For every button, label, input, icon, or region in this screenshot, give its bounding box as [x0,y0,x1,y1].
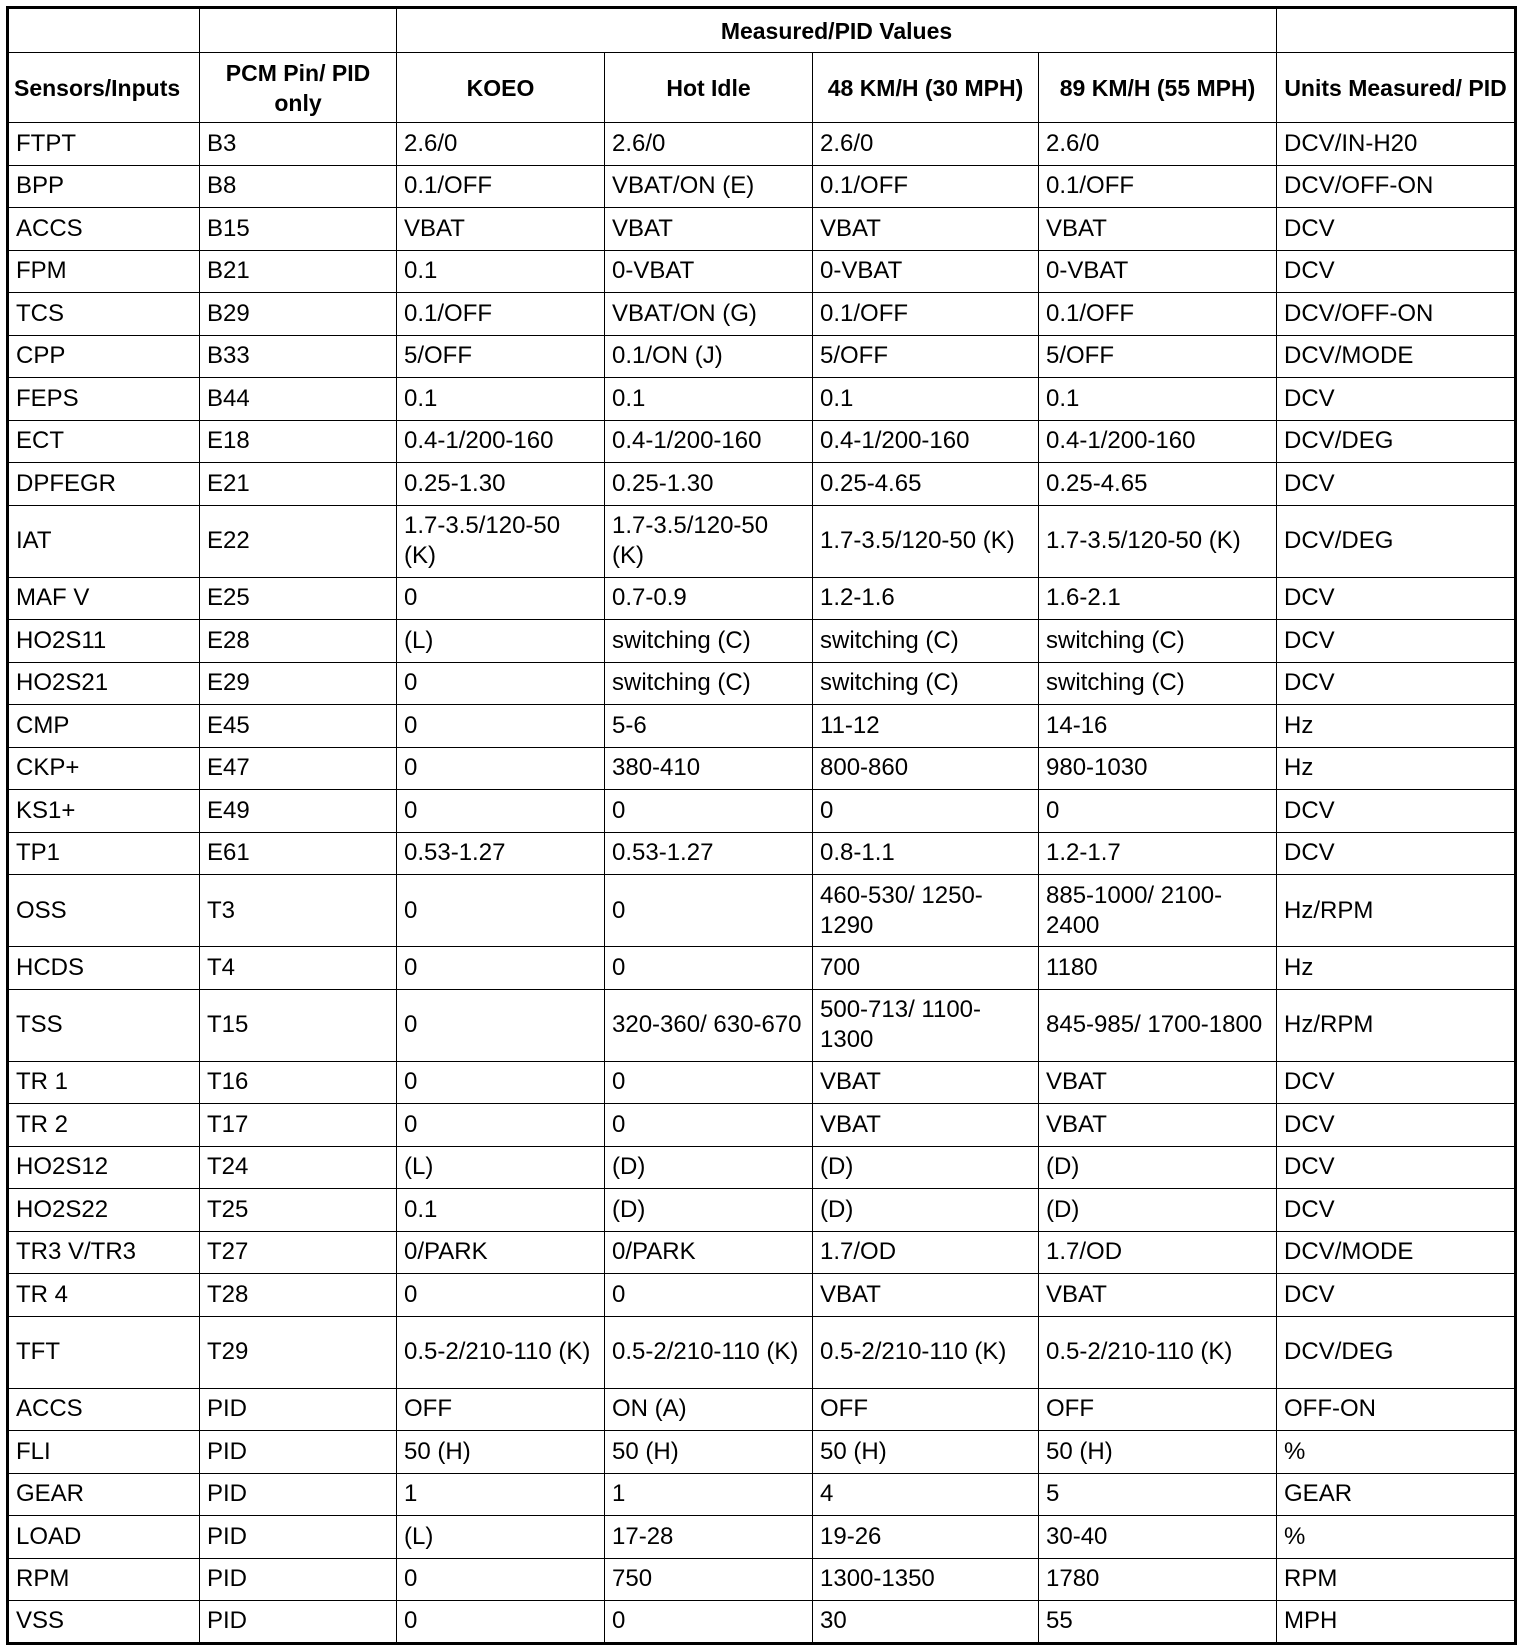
header-blank-cell [200,8,397,53]
table-row [8,662,1516,705]
speed-30-cell: 700 [813,947,1039,990]
units-cell: DCV/IN-H20 [1277,123,1516,166]
units-cell: DCV/MODE [1277,335,1516,378]
table-row [8,420,1516,463]
speed-55-cell: 2.6/0 [1039,123,1277,166]
pcm-pin-cell: PID [200,1558,397,1601]
units-cell: DCV [1277,250,1516,293]
table-row [8,747,1516,790]
speed-30-cell: 0.5-2/210-110 (K) [813,1316,1039,1388]
sensor-cell: TSS [8,989,200,1061]
col-header-30mph: 48 KM/H (30 MPH) [813,53,1039,123]
table-row [8,1473,1516,1516]
speed-30-cell: 19-26 [813,1516,1039,1559]
speed-55-cell: 0.25-4.65 [1039,463,1277,506]
units-cell: DCV [1277,1061,1516,1104]
speed-55-cell: 0.5-2/210-110 (K) [1039,1316,1277,1388]
table-row [8,577,1516,620]
sensor-cell: TCS [8,293,200,336]
speed-30-cell: switching (C) [813,620,1039,663]
hot-idle-cell: VBAT [605,208,813,251]
speed-30-cell: 5/OFF [813,335,1039,378]
sensor-cell: CMP [8,705,200,748]
hot-idle-cell: (D) [605,1146,813,1189]
pcm-pin-cell: B33 [200,335,397,378]
hot-idle-cell: VBAT/ON (E) [605,165,813,208]
sensor-cell: MAF V [8,577,200,620]
units-cell: Hz [1277,947,1516,990]
pcm-pin-cell: T16 [200,1061,397,1104]
koeo-cell: 0.1/OFF [397,293,605,336]
pcm-pin-cell: B21 [200,250,397,293]
hot-idle-cell: 320-360/ 630-670 [605,989,813,1061]
speed-55-cell: 14-16 [1039,705,1277,748]
speed-30-cell: 30 [813,1601,1039,1644]
units-cell: DCV/DEG [1277,505,1516,577]
speed-55-cell: 0.1/OFF [1039,293,1277,336]
sensor-cell: RPM [8,1558,200,1601]
koeo-cell: (L) [397,1516,605,1559]
hot-idle-cell: 1.7-3.5/120-50 (K) [605,505,813,577]
speed-30-cell: OFF [813,1388,1039,1431]
sensor-cell: VSS [8,1601,200,1644]
speed-30-cell: 0 [813,790,1039,833]
speed-55-cell: OFF [1039,1388,1277,1431]
table-row [8,832,1516,875]
pcm-pin-cell: PID [200,1516,397,1559]
speed-55-cell: VBAT [1039,208,1277,251]
hot-idle-cell: 0.1/ON (J) [605,335,813,378]
koeo-cell: 0 [397,1558,605,1601]
koeo-cell: 0.1 [397,1189,605,1232]
koeo-cell: 5/OFF [397,335,605,378]
speed-30-cell: 800-860 [813,747,1039,790]
table-row [8,250,1516,293]
table-row [8,1146,1516,1189]
hot-idle-cell: 0 [605,875,813,947]
speed-30-cell: VBAT [813,208,1039,251]
koeo-cell: 0 [397,747,605,790]
speed-55-cell: 1.6-2.1 [1039,577,1277,620]
pcm-pin-cell: PID [200,1601,397,1644]
koeo-cell: 0.25-1.30 [397,463,605,506]
hot-idle-cell: 0.4-1/200-160 [605,420,813,463]
table-row [8,1061,1516,1104]
sensor-cell: ACCS [8,1388,200,1431]
units-cell: DCV/OFF-ON [1277,165,1516,208]
pcm-pin-cell: E22 [200,505,397,577]
col-header-pcm-pin: PCM Pin/ PID only [200,53,397,123]
table-row [8,1104,1516,1147]
koeo-cell: OFF [397,1388,605,1431]
table-body [8,123,1516,1644]
col-header-sensors: Sensors/Inputs [8,53,200,123]
units-cell: Hz/RPM [1277,875,1516,947]
hot-idle-cell: 0 [605,1601,813,1644]
speed-55-cell: 0.4-1/200-160 [1039,420,1277,463]
units-cell: DCV [1277,1274,1516,1317]
pcm-pin-cell: B29 [200,293,397,336]
speed-55-cell: 0.1 [1039,378,1277,421]
hot-idle-cell: ON (A) [605,1388,813,1431]
speed-30-cell: 50 (H) [813,1431,1039,1474]
speed-30-cell: VBAT [813,1274,1039,1317]
speed-55-cell: (D) [1039,1189,1277,1232]
units-cell: DCV [1277,832,1516,875]
units-cell: RPM [1277,1558,1516,1601]
sensor-cell: FEPS [8,378,200,421]
units-cell: DCV/DEG [1277,420,1516,463]
speed-30-cell: 1.7/OD [813,1231,1039,1274]
hot-idle-cell: VBAT/ON (G) [605,293,813,336]
speed-30-cell: (D) [813,1146,1039,1189]
units-cell: Hz [1277,705,1516,748]
speed-30-cell: 1.2-1.6 [813,577,1039,620]
koeo-cell: 0.1 [397,378,605,421]
units-cell: DCV [1277,1189,1516,1232]
units-cell: DCV [1277,1104,1516,1147]
speed-55-cell: (D) [1039,1146,1277,1189]
speed-55-cell: 1780 [1039,1558,1277,1601]
units-cell: Hz/RPM [1277,989,1516,1061]
hot-idle-cell: 0-VBAT [605,250,813,293]
units-cell: MPH [1277,1601,1516,1644]
speed-30-cell: 460-530/ 1250-1290 [813,875,1039,947]
pcm-pin-cell: E28 [200,620,397,663]
units-cell: % [1277,1431,1516,1474]
speed-55-cell: 55 [1039,1601,1277,1644]
speed-55-cell: 5 [1039,1473,1277,1516]
col-header-hot-idle: Hot Idle [605,53,813,123]
speed-30-cell: VBAT [813,1104,1039,1147]
speed-30-cell: 0.1/OFF [813,293,1039,336]
sensor-cell: DPFEGR [8,463,200,506]
table-row [8,1388,1516,1431]
koeo-cell: 0/PARK [397,1231,605,1274]
koeo-cell: 2.6/0 [397,123,605,166]
table-row [8,790,1516,833]
hot-idle-cell: switching (C) [605,662,813,705]
speed-55-cell: 1180 [1039,947,1277,990]
speed-55-cell: 1.7-3.5/120-50 (K) [1039,505,1277,577]
sensor-cell: FPM [8,250,200,293]
speed-30-cell: (D) [813,1189,1039,1232]
koeo-cell: 0 [397,577,605,620]
sensor-cell: HCDS [8,947,200,990]
table-row [8,505,1516,577]
pcm-pin-cell: E61 [200,832,397,875]
hot-idle-cell: 380-410 [605,747,813,790]
sensor-cell: OSS [8,875,200,947]
col-header-units: Units Measured/ PID [1277,53,1516,123]
table-row [8,1516,1516,1559]
pcm-pin-cell: T15 [200,989,397,1061]
table-row [8,123,1516,166]
koeo-cell: 0.53-1.27 [397,832,605,875]
koeo-cell: 50 (H) [397,1431,605,1474]
pcm-pin-cell: T29 [200,1316,397,1388]
table-row [8,293,1516,336]
column-header-row [8,53,1516,123]
pcm-pin-cell: E49 [200,790,397,833]
speed-55-cell: 5/OFF [1039,335,1277,378]
units-cell: DCV/DEG [1277,1316,1516,1388]
hot-idle-cell: 0 [605,1104,813,1147]
koeo-cell: 0.5-2/210-110 (K) [397,1316,605,1388]
col-header-55mph: 89 KM/H (55 MPH) [1039,53,1277,123]
speed-55-cell: 30-40 [1039,1516,1277,1559]
pcm-pin-cell: B3 [200,123,397,166]
group-header-row [8,8,1516,53]
sensor-cell: TP1 [8,832,200,875]
table-row [8,1316,1516,1388]
speed-30-cell: 1.7-3.5/120-50 (K) [813,505,1039,577]
sensor-cell: TFT [8,1316,200,1388]
sensor-cell: LOAD [8,1516,200,1559]
table-row [8,208,1516,251]
koeo-cell: 0 [397,1274,605,1317]
sensor-cell: ECT [8,420,200,463]
table-row [8,1601,1516,1644]
koeo-cell: (L) [397,620,605,663]
hot-idle-cell: 0 [605,947,813,990]
hot-idle-cell: switching (C) [605,620,813,663]
units-cell: DCV [1277,577,1516,620]
table-row [8,1189,1516,1232]
sensor-cell: HO2S12 [8,1146,200,1189]
pcm-pin-cell: E21 [200,463,397,506]
koeo-cell: (L) [397,1146,605,1189]
sensor-cell: CPP [8,335,200,378]
pcm-pin-cell: T25 [200,1189,397,1232]
hot-idle-cell: 17-28 [605,1516,813,1559]
speed-30-cell: 0.25-4.65 [813,463,1039,506]
pid-values-table [6,6,1517,1645]
koeo-cell: 0 [397,1601,605,1644]
table-row [8,947,1516,990]
pcm-pin-cell: E47 [200,747,397,790]
table-row [8,1431,1516,1474]
units-cell: DCV [1277,790,1516,833]
sensor-cell: TR 1 [8,1061,200,1104]
hot-idle-cell: 0.53-1.27 [605,832,813,875]
speed-55-cell: 980-1030 [1039,747,1277,790]
speed-30-cell: 11-12 [813,705,1039,748]
speed-30-cell: 0.1/OFF [813,165,1039,208]
hot-idle-cell: 0 [605,1274,813,1317]
units-cell: % [1277,1516,1516,1559]
units-cell: DCV [1277,463,1516,506]
koeo-cell: 1 [397,1473,605,1516]
speed-55-cell: switching (C) [1039,662,1277,705]
header-blank-cell [8,8,200,53]
pcm-pin-cell: PID [200,1473,397,1516]
speed-30-cell: 0.8-1.1 [813,832,1039,875]
sensor-cell: FLI [8,1431,200,1474]
pcm-pin-cell: PID [200,1388,397,1431]
pcm-pin-cell: E25 [200,577,397,620]
pcm-pin-cell: T24 [200,1146,397,1189]
sensor-cell: FTPT [8,123,200,166]
pcm-pin-cell: T4 [200,947,397,990]
col-header-koeo: KOEO [397,53,605,123]
sensor-cell: CKP+ [8,747,200,790]
table-row [8,875,1516,947]
header-blank-cell [1277,8,1516,53]
koeo-cell: 0 [397,1104,605,1147]
hot-idle-cell: 5-6 [605,705,813,748]
sensor-cell: HO2S22 [8,1189,200,1232]
table-row [8,335,1516,378]
hot-idle-cell: 0.7-0.9 [605,577,813,620]
table-row [8,705,1516,748]
sensor-cell: TR 2 [8,1104,200,1147]
speed-55-cell: 1.7/OD [1039,1231,1277,1274]
speed-30-cell: 4 [813,1473,1039,1516]
koeo-cell: 0.4-1/200-160 [397,420,605,463]
speed-55-cell: 0 [1039,790,1277,833]
hot-idle-cell: 2.6/0 [605,123,813,166]
koeo-cell: 0.1 [397,250,605,293]
units-cell: Hz [1277,747,1516,790]
koeo-cell: 0.1/OFF [397,165,605,208]
speed-30-cell: 500-713/ 1100-1300 [813,989,1039,1061]
sensor-cell: HO2S11 [8,620,200,663]
speed-30-cell: VBAT [813,1061,1039,1104]
speed-55-cell: VBAT [1039,1104,1277,1147]
koeo-cell: 0 [397,1061,605,1104]
table-row [8,1274,1516,1317]
pcm-pin-cell: T27 [200,1231,397,1274]
units-cell: DCV/OFF-ON [1277,293,1516,336]
speed-30-cell: 0.4-1/200-160 [813,420,1039,463]
sensor-cell: BPP [8,165,200,208]
pcm-pin-cell: T3 [200,875,397,947]
units-cell: OFF-ON [1277,1388,1516,1431]
sensor-cell: TR3 V/TR3 [8,1231,200,1274]
units-cell: GEAR [1277,1473,1516,1516]
koeo-cell: 0 [397,662,605,705]
sensor-cell: HO2S21 [8,662,200,705]
hot-idle-cell: 0.5-2/210-110 (K) [605,1316,813,1388]
units-cell: DCV [1277,208,1516,251]
speed-30-cell: 0.1 [813,378,1039,421]
hot-idle-cell: 0.1 [605,378,813,421]
pcm-pin-cell: B15 [200,208,397,251]
pcm-pin-cell: B44 [200,378,397,421]
hot-idle-cell: (D) [605,1189,813,1232]
koeo-cell: 1.7-3.5/120-50 (K) [397,505,605,577]
measured-values-group-header: Measured/PID Values [397,8,1277,53]
hot-idle-cell: 0 [605,1061,813,1104]
table-row [8,165,1516,208]
speed-55-cell: 0.1/OFF [1039,165,1277,208]
speed-55-cell: switching (C) [1039,620,1277,663]
speed-55-cell: 0-VBAT [1039,250,1277,293]
sensor-cell: KS1+ [8,790,200,833]
pcm-pin-cell: T28 [200,1274,397,1317]
speed-30-cell: 1300-1350 [813,1558,1039,1601]
hot-idle-cell: 750 [605,1558,813,1601]
units-cell: DCV [1277,378,1516,421]
speed-55-cell: 50 (H) [1039,1431,1277,1474]
units-cell: DCV [1277,1146,1516,1189]
speed-55-cell: VBAT [1039,1274,1277,1317]
koeo-cell: 0 [397,705,605,748]
pcm-pin-cell: E18 [200,420,397,463]
pcm-pin-cell: T17 [200,1104,397,1147]
speed-55-cell: VBAT [1039,1061,1277,1104]
pcm-pin-cell: E45 [200,705,397,748]
pcm-pin-cell: E29 [200,662,397,705]
speed-30-cell: switching (C) [813,662,1039,705]
pcm-pin-cell: PID [200,1431,397,1474]
units-cell: DCV [1277,662,1516,705]
sensor-cell: ACCS [8,208,200,251]
pcm-pin-cell: B8 [200,165,397,208]
speed-55-cell: 885-1000/ 2100-2400 [1039,875,1277,947]
speed-55-cell: 1.2-1.7 [1039,832,1277,875]
koeo-cell: 0 [397,875,605,947]
hot-idle-cell: 0 [605,790,813,833]
speed-55-cell: 845-985/ 1700-1800 [1039,989,1277,1061]
units-cell: DCV [1277,620,1516,663]
hot-idle-cell: 0.25-1.30 [605,463,813,506]
speed-30-cell: 2.6/0 [813,123,1039,166]
koeo-cell: 0 [397,790,605,833]
sensor-cell: IAT [8,505,200,577]
speed-30-cell: 0-VBAT [813,250,1039,293]
sensor-cell: GEAR [8,1473,200,1516]
table-row [8,1558,1516,1601]
table-row [8,378,1516,421]
hot-idle-cell: 50 (H) [605,1431,813,1474]
table-row [8,463,1516,506]
table-row [8,1231,1516,1274]
sensor-cell: TR 4 [8,1274,200,1317]
koeo-cell: 0 [397,947,605,990]
table-row [8,620,1516,663]
hot-idle-cell: 0/PARK [605,1231,813,1274]
hot-idle-cell: 1 [605,1473,813,1516]
koeo-cell: 0 [397,989,605,1061]
units-cell: DCV/MODE [1277,1231,1516,1274]
table-row [8,989,1516,1061]
koeo-cell: VBAT [397,208,605,251]
